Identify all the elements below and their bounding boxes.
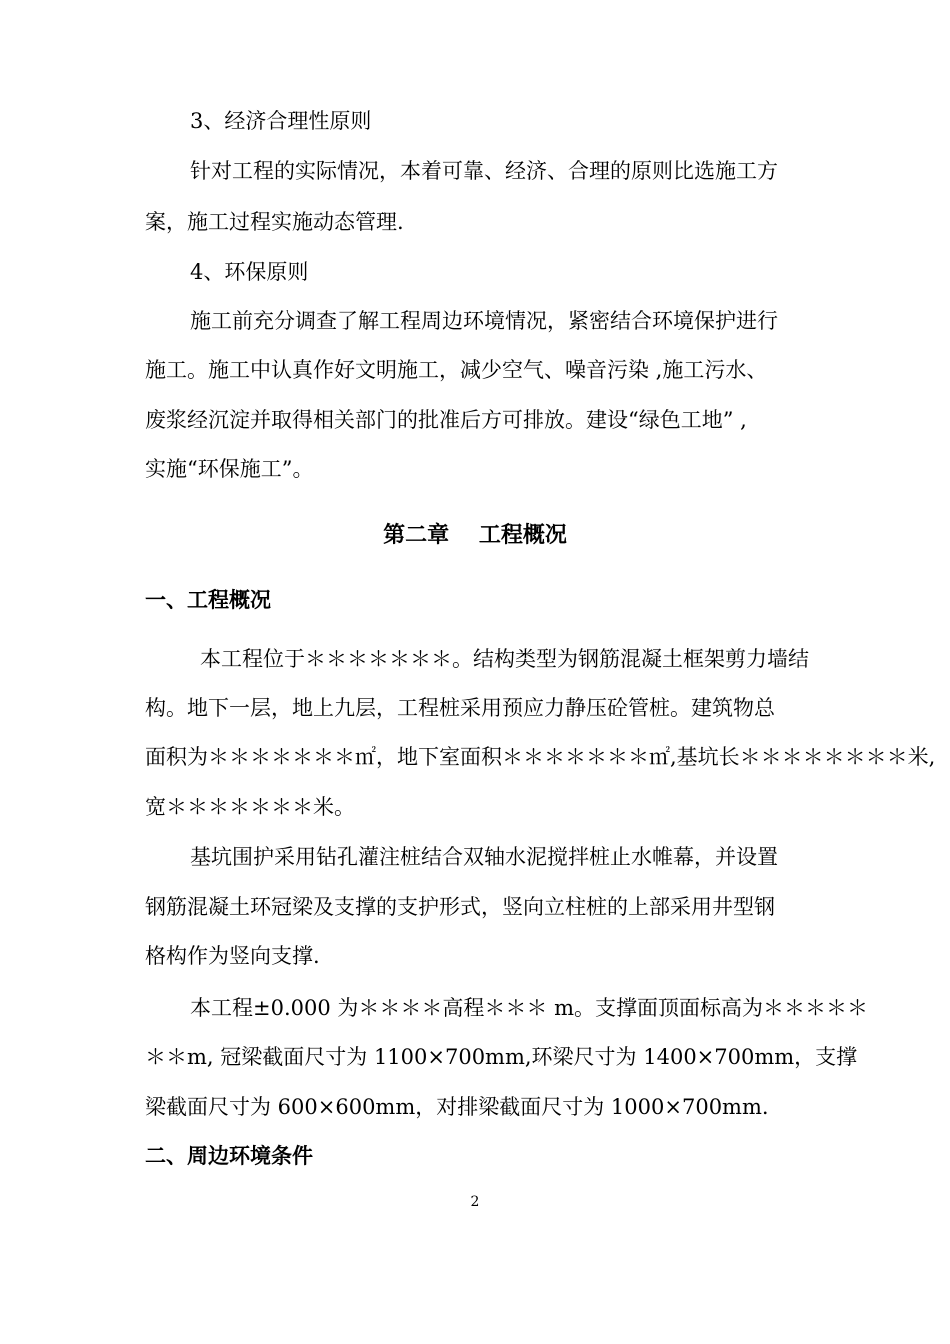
principle-heading-economy: 3、经济合理性原则: [190, 109, 372, 133]
page-number: 2: [470, 1194, 480, 1210]
paragraph-line: 钢筋混凝土环冠梁及支撑的支护形式，竖向立柱桩的上部采用井型钢: [145, 895, 775, 919]
chapter-title: 第二章 工程概况: [383, 522, 567, 548]
paragraph-line: 施工。施工中认真作好文明施工，减少空气、噪音污染 ,施工污水、: [145, 358, 768, 382]
paragraph-line: 废浆经沉淀并取得相关部门的批准后方可排放。建设“绿色工地” ,: [145, 408, 747, 432]
paragraph-line: 施工前充分调查了解工程周边环境情况，紧密结合环境保护进行: [190, 309, 778, 333]
paragraph-line: 梁截面尺寸为 600×600mm，对排梁截面尺寸为 1000×700mm.: [145, 1095, 769, 1119]
paragraph-line: 基坑围护采用钻孔灌注桩结合双轴水泥搅拌桩止水帷幕，并设置: [190, 845, 778, 869]
paragraph-line: 实施“环保施工”。: [145, 457, 314, 481]
paragraph-line: 本工程位于＊＊＊＊＊＊＊。结构类型为钢筋混凝土框架剪力墙结: [200, 647, 809, 671]
section-heading-surroundings: 二、周边环境条件: [145, 1143, 313, 1168]
paragraph-line: 格构作为竖向支撑.: [145, 944, 320, 968]
principle-heading-environment: 4、环保原则: [190, 260, 309, 284]
paragraph-line: 本工程±0.000 为＊＊＊＊高程＊＊＊ m。支撑面顶面标高为＊＊＊＊＊: [190, 996, 868, 1020]
paragraph-line: 面积为＊＊＊＊＊＊＊㎡，地下室面积＊＊＊＊＊＊＊㎡,基坑长＊＊＊＊＊＊＊＊米,: [145, 745, 936, 769]
paragraph-line: ＊＊m, 冠梁截面尺寸为 1100×700mm,环梁尺寸为 1400×700mm，支撑: [145, 1045, 858, 1069]
paragraph-line: 案，施工过程实施动态管理.: [145, 210, 404, 234]
paragraph-line: 宽＊＊＊＊＊＊＊米。: [145, 795, 355, 819]
paragraph-line: 针对工程的实际情况，本着可靠、经济、合理的原则比选施工方: [190, 159, 778, 183]
section-heading-project-overview: 一、工程概况: [145, 587, 271, 612]
paragraph-line: 构。地下一层，地上九层，工程桩采用预应力静压砼管桩。建筑物总: [145, 696, 775, 720]
